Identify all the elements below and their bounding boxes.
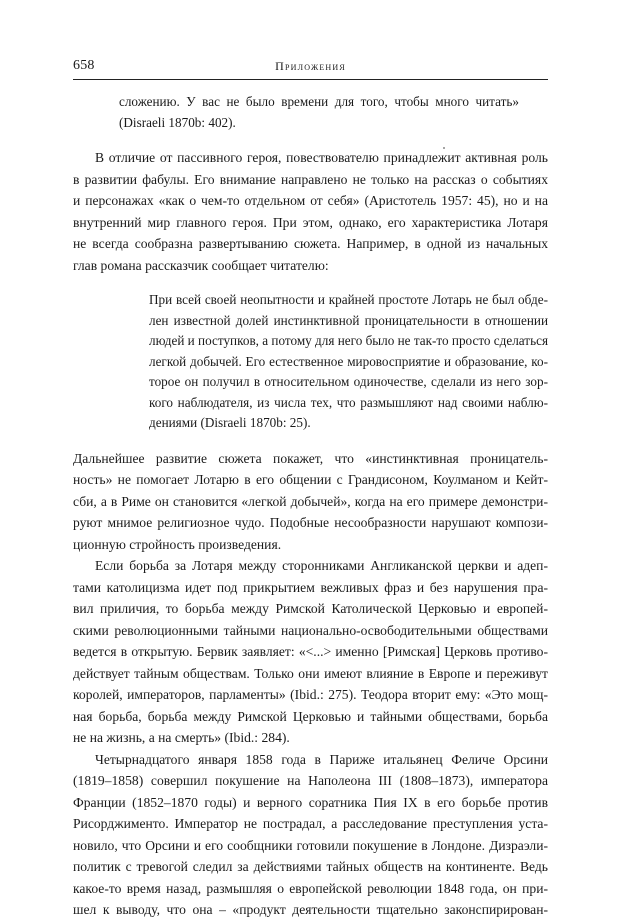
paragraph xyxy=(73,448,548,556)
text-line: новило, что Орсини и его сообщники готовили покушение в Лондоне. Дизраэли- xyxy=(73,837,548,853)
text-line: вил приличия, то борьба между Римской Католической Церковью и европей- xyxy=(73,601,548,616)
page-body xyxy=(73,92,548,921)
text-line: дениями (Disraeli 1870b: 25). xyxy=(149,415,311,430)
page-header xyxy=(73,58,548,80)
text-line: Если борьба за Лотаря между сторонниками Англиканской церкви и адеп- xyxy=(95,558,548,573)
text-line: действует тайным обществам. Только они имеют влияние в Европе и переживут xyxy=(73,665,548,681)
text-line: легкой добычей. Его естественное мировосприятие и образование, ко- xyxy=(149,353,548,369)
page-number: 658 xyxy=(73,58,95,73)
text-line: ная борьба, борьба между Римской Церковью и тайными обществами, борьба xyxy=(73,708,548,724)
text-line: какое-то время назад, размышляя о европейской революции 1848 года, он при- xyxy=(73,880,548,896)
header-rule xyxy=(73,79,548,80)
text-line: При всей своей неопытности и крайней простоте Лотарь не был обде- xyxy=(149,292,548,307)
text-line: и персонажах «как о чем-то отдельном от себя» (Аристотель 1957: 45), но и на xyxy=(73,193,548,208)
text-line: королей, императоров, парламенты» (Ibid.: 275). Теодора вторит ему: «Это мощ- xyxy=(73,687,548,702)
text-line: глав романа рассказчик сообщает читателю: xyxy=(73,257,329,273)
text-line: Франции (1852–1870 годы) и верного соратника Пия IX в его борьбе против xyxy=(73,794,548,810)
paragraph xyxy=(73,147,548,276)
paragraph xyxy=(73,749,548,921)
running-title: Приложения xyxy=(275,59,346,73)
block-quote xyxy=(149,290,548,434)
text-line: не на жизнь, а на смерть» (Ibid.: 284). xyxy=(73,730,290,745)
paragraph xyxy=(73,555,548,749)
text-line: политик с тревогой следил за действиями тайных обществ на континенте. Ведь xyxy=(73,859,548,874)
text-line: внутренний мир главного героя. При этом, однако, его характеристика Лотаря xyxy=(73,214,548,230)
text-line: не всегда сообразна развертыванию сюжета. Например, в одной из начальных xyxy=(73,236,548,251)
text-line: ционную стройность произведения. xyxy=(73,536,282,552)
text-line: людей и поступков, а потому для него было не так-то просто сделаться xyxy=(149,333,549,348)
text-line: В отличие от пассивного героя, повествователю принадлежит активная роль xyxy=(95,150,548,165)
text-line: сби, а в Риме он становится «легкой добычей», когда на его примере демонстри- xyxy=(73,493,548,509)
text-line: шел к выводу, что она – «продукт деятельности тщательно законспирирован- xyxy=(73,902,548,917)
text-line: Рисорджименто. Император не пострадал, а расследование преступления уста- xyxy=(73,816,548,831)
text-line: руют мнимое религиозное чудо. Подобные несообразности нарушают компози- xyxy=(73,515,548,530)
text-line: (1819–1858) совершил покушение на Наполеона III (1808–1873), императора xyxy=(73,773,548,788)
block-quote-continued xyxy=(119,92,519,133)
text-line: торое он получил в относительном одиночестве, сделали из него зор- xyxy=(149,374,548,389)
text-line: скими революционными тайными национально-освободительными обществами xyxy=(73,622,548,638)
text-line: (Disraeli 1870b: 402). xyxy=(119,114,236,130)
text-line: сложению. У вас не было времени для того, чтобы много читать» xyxy=(119,94,519,109)
text-line: тами католицизма идет под прикрытием вежливых фраз и без нарушения пра- xyxy=(73,579,548,595)
text-line: кого наблюдателя, из числа тех, что размышляют над своими наблю- xyxy=(149,394,548,410)
text-line: Четырнадцатого января 1858 года в Париже итальянец Феличе Орсини xyxy=(95,751,548,767)
text-line: лен известной долей инстинктивной проницательности в отношении xyxy=(149,312,548,328)
text-line: ведется в открытую. Бервик заявляет: «<...> именно [Римская] Церковь противо- xyxy=(73,644,548,659)
text-line: Дальнейшее развитие сюжета покажет, что «инстинктивная проницатель- xyxy=(73,450,548,466)
text-line: ность» не помогает Лотарю в его общении с Грандисоном, Коулманом и Кейт- xyxy=(73,472,548,487)
text-line: в развитии фабулы. Его внимание направлено не только на рассказ о событиях xyxy=(73,171,548,187)
